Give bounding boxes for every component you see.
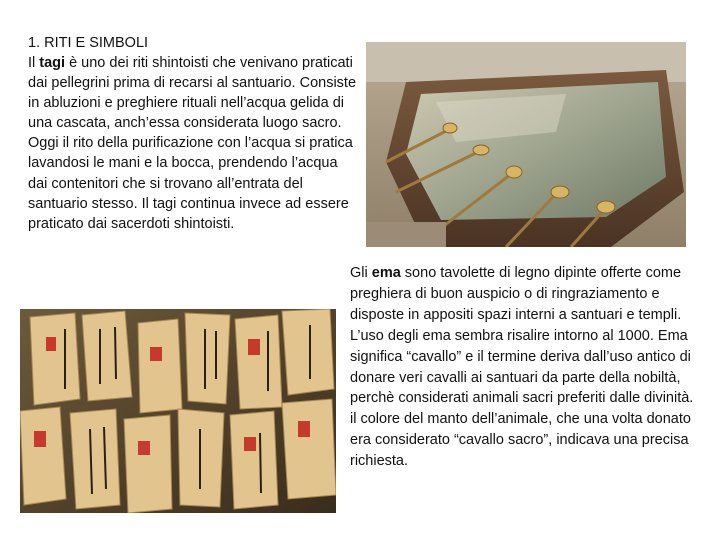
ema-plaques-photo	[20, 309, 336, 513]
slide-title: 1. RITI E SIMBOLI	[28, 35, 149, 51]
ema-term: ema	[371, 265, 401, 281]
tagi-text-body: è uno dei riti shintoisti che venivano praticati dai pellegrini prima di recarsi al santuario. Consiste in abluzioni e preghiere rituali nell’acqua gelida di una cascata, anch’essa considerata luogo sacro. Oggi il rito della purificazione con l’acqua si pratica lavandosi le mani e la bocca, prendendo l’acqua dai contenitori che si trovano all’entrata del santuario stesso. Il tagi continua invece ad essere praticato dai sacerdoti shintoisti.	[28, 55, 357, 232]
tagi-paragraph	[28, 53, 358, 234]
water-basin-photo	[366, 42, 686, 247]
ema-text-pre: Gli	[350, 265, 372, 281]
ema-text-body: sono tavolette di legno dipinte offerte come preghiera di buon auspicio o di ringraziamento e disposte in appositi spazi interni a santuari e templi. L’uso degli ema sembra risalire intorno al 1000. Ema significa “cavallo” e il termine deriva dall’uso antico di donare veri cavalli ai santuari da parte della nobiltà, perchè considerati animali sacri preferiti dalle divinità. il colore del manto dell’animale, che una volta donato era considerato “cavallo sacro”, indicava una precisa richiesta.	[350, 265, 694, 470]
tagi-text-pre: Il	[28, 55, 40, 71]
ema-paragraph	[350, 263, 695, 472]
tagi-term: tagi	[39, 55, 66, 71]
